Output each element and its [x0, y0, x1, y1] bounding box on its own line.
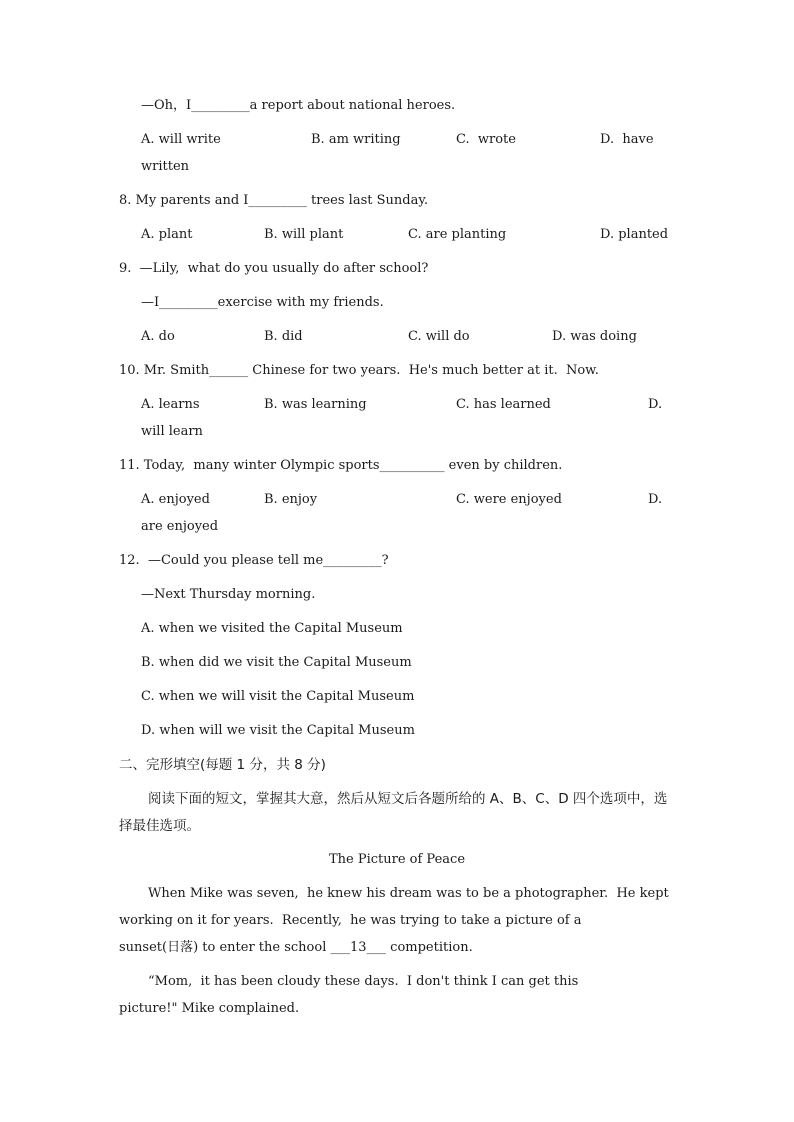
section-heading: 二、完形填空(每题 1 分，共 8 分) — [119, 757, 326, 773]
passage-line: When Mike was seven, he knew his dream was to be a photographer. He kept — [148, 886, 669, 901]
q11-stem: 11. Today, many winter Olympic sports__________ even by children. — [119, 458, 563, 473]
q9-stem: 9. —Lily, what do you usually do after school? — [119, 261, 429, 276]
q7-option-d: D. have — [600, 132, 654, 147]
q10-option-a: A. learns — [141, 397, 200, 412]
q11-option-c: C. were enjoyed — [456, 492, 562, 507]
q8-option-d: D. planted — [600, 227, 669, 242]
q12-option-c: C. when we will visit the Capital Museum — [141, 689, 415, 704]
q10-stem: 10. Mr. Smith______ Chinese for two years. He's much better at it. Now. — [119, 363, 599, 378]
q9-option-d: D. was doing — [552, 329, 637, 344]
q7-answer-line: —Oh，I_________a report about national heroes. — [141, 98, 456, 113]
passage-title: The Picture of Peace — [328, 852, 466, 867]
q12-option-a: A. when we visited the Capital Museum — [141, 621, 403, 636]
q10-option-d: D. — [648, 397, 663, 412]
q10-option-b: B. was learning — [264, 397, 367, 412]
q7-option-c: C. wrote — [456, 132, 516, 147]
section-instruction-line-2: 择最佳选项。 — [119, 818, 200, 834]
q11-option-d-wrap: are enjoyed — [141, 519, 219, 534]
q9-answer-line: —I_________exercise with my friends. — [141, 295, 384, 310]
section-instruction-line-1: 阅读下面的短文，掌握其大意，然后从短文后各题所给的 A、B、C、D 四个选项中，选 — [148, 791, 668, 807]
q12-option-b: B. when did we visit the Capital Museum — [141, 655, 412, 670]
q8-option-a: A. plant — [141, 227, 193, 242]
q9-option-a: A. do — [141, 329, 175, 344]
q7-option-b: B. am writing — [311, 132, 401, 147]
passage-line: sunset(日落) to enter the school ___13___ competition. — [119, 940, 473, 955]
passage-line: “Mom, it has been cloudy these days. I don't think I can get this — [148, 974, 579, 989]
q12-option-d: D. when will we visit the Capital Museum — [141, 723, 415, 738]
q7-option-d-wrap: written — [141, 159, 190, 174]
q12-answer-line: —Next Thursday morning. — [141, 587, 316, 602]
q10-option-c: C. has learned — [456, 397, 551, 412]
q11-option-a: A. enjoyed — [141, 492, 210, 507]
q7-option-a: A. will write — [141, 132, 221, 147]
q10-option-d-wrap: will learn — [141, 424, 203, 439]
q9-option-b: B. did — [264, 329, 303, 344]
q11-option-b: B. enjoy — [264, 492, 318, 507]
q11-option-d: D. — [648, 492, 663, 507]
q12-stem: 12. —Could you please tell me_________? — [119, 553, 389, 568]
q8-option-b: B. will plant — [264, 227, 344, 242]
q9-option-c: C. will do — [408, 329, 470, 344]
passage-line: picture!" Mike complained. — [119, 1001, 300, 1016]
q8-option-c: C. are planting — [408, 227, 507, 242]
q8-stem: 8. My parents and I_________ trees last Sunday. — [119, 193, 429, 208]
passage-line: working on it for years. Recently, he was trying to take a picture of a — [119, 913, 582, 928]
